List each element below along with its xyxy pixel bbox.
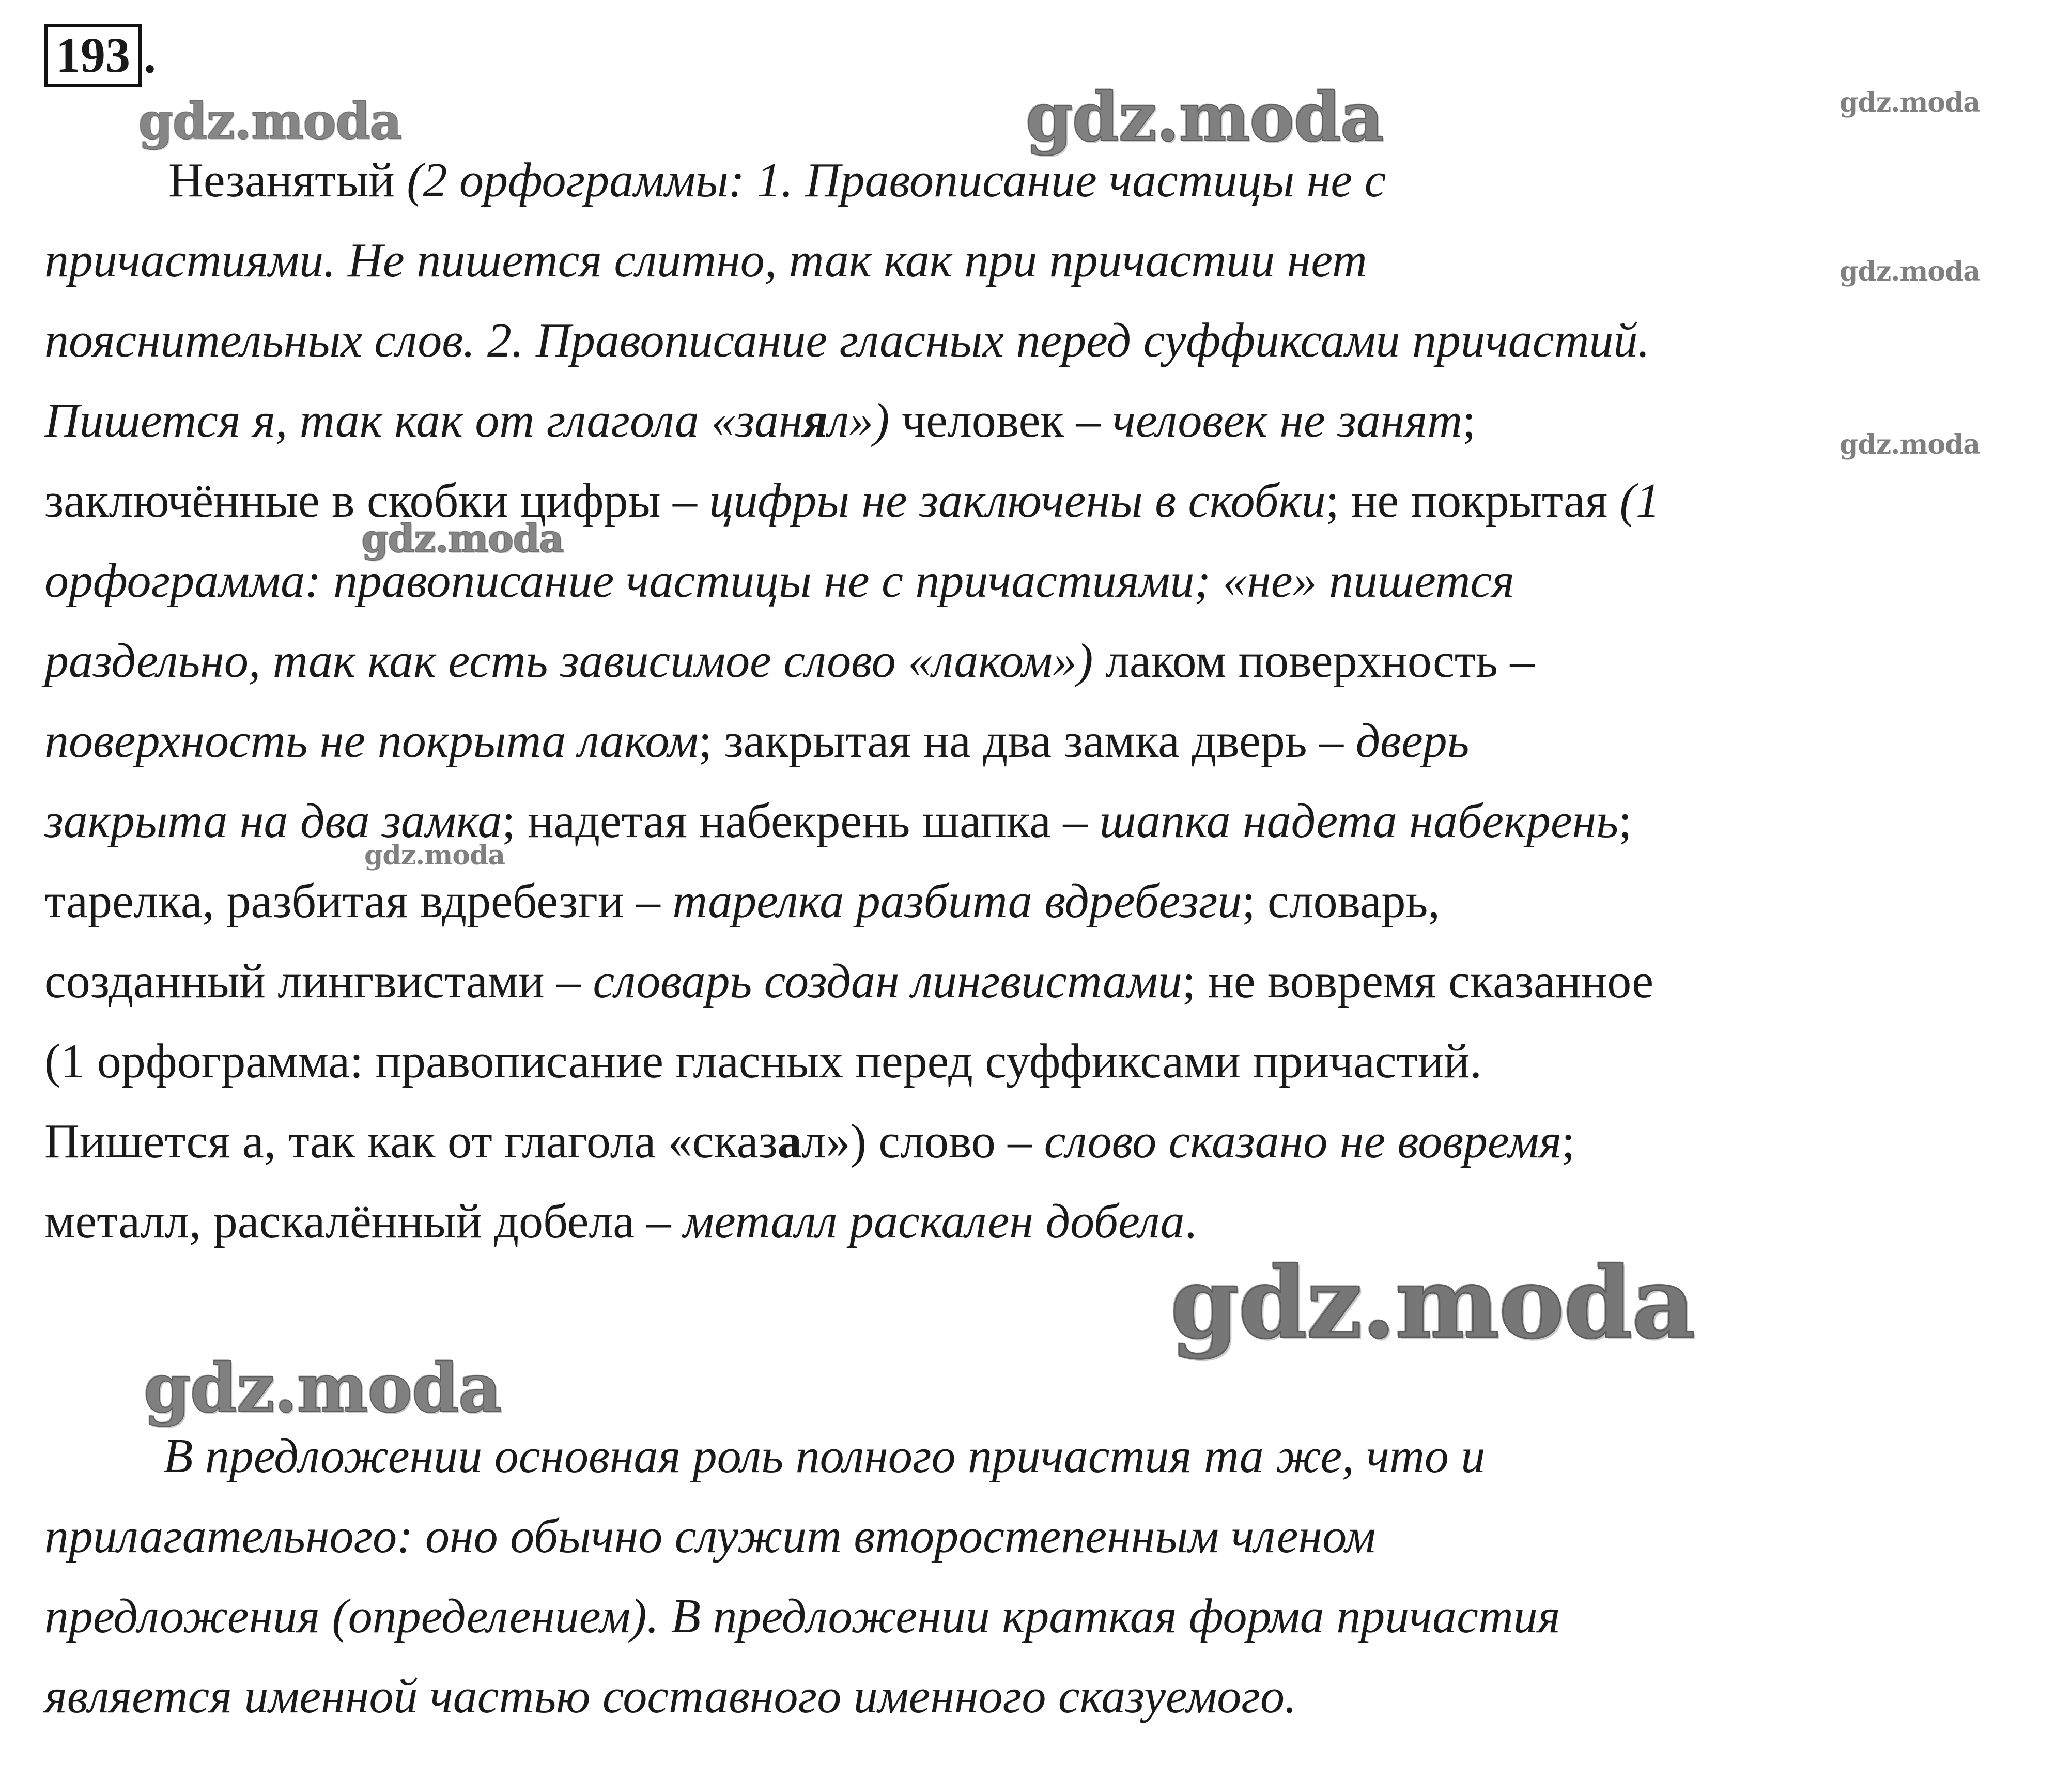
text-line (44, 221, 2060, 301)
text-span: заключённые в скобки цифры – (44, 474, 709, 528)
text-span: л») слово – (801, 1115, 1044, 1168)
text-span-italic: шапка надета набекрень (1099, 794, 1619, 848)
text-span-italic: металл раскален добела (683, 1195, 1185, 1248)
watermark: gdz.moda (1839, 429, 1981, 460)
text-line (44, 301, 2060, 381)
text-line (44, 1102, 2060, 1182)
watermark: gdz.moda (1026, 78, 1384, 157)
text-span-italic: цифры не заключены в скобки (709, 474, 1326, 528)
text-line (44, 1657, 2060, 1737)
text-span-italic: пояснительных слов. 2. Правописание гласных перед суффиксами причастий. (44, 314, 1650, 367)
text-line (44, 381, 2060, 461)
text-span: тарелка, разбитая вдребезги – (44, 874, 673, 928)
text-span: ; (1462, 394, 1476, 447)
highlighted-letter: а (777, 1115, 802, 1168)
text-span: . (1184, 1195, 1197, 1248)
watermark: gdz.moda (144, 1349, 502, 1428)
watermark: gdz.moda (362, 517, 564, 561)
conclusion-paragraph (44, 1416, 2060, 1737)
text-span: ; (1561, 1115, 1575, 1168)
text-span: ; не покрытая (1325, 474, 1620, 528)
text-span: созданный лингвистами – (44, 954, 593, 1008)
text-span-italic: дверь (1355, 714, 1470, 768)
text-span: ; закрытая на два замка дверь – (698, 714, 1356, 768)
text-span-italic: тарелка разбита вдребезги (672, 874, 1242, 928)
text-span: металл, раскалённый добела – (44, 1195, 683, 1248)
answer-paragraph (44, 141, 2060, 1262)
text-line (44, 1576, 2060, 1657)
text-span: ; надетая набекрень шапка – (502, 794, 1100, 848)
text-span: лаком поверхность – (1093, 634, 1535, 688)
text-line (44, 621, 2060, 701)
text-span-italic: словарь создан лингвистами (593, 954, 1182, 1008)
text-span: (1 орфограмма: правописание гласных перед суффиксами причастий. (44, 1034, 1482, 1088)
task-number-box: 193 (44, 24, 142, 87)
text-span-italic: л») (828, 394, 890, 447)
text-line (44, 941, 2060, 1022)
text-span-italic: человек не занят (1112, 394, 1463, 447)
text-line (44, 1416, 2060, 1496)
text-span: Незанятый (168, 153, 407, 207)
text-span-italic: прилагательного: оно обычно служит второстепенным членом (44, 1509, 1376, 1563)
text-span: ; не вовремя сказанное (1182, 954, 1654, 1008)
text-line (44, 1182, 2060, 1262)
text-span: человек – (889, 394, 1113, 447)
text-line (44, 541, 2060, 621)
text-line (44, 141, 2060, 221)
watermark: gdz.moda (138, 92, 402, 150)
text-line (44, 1022, 2060, 1102)
text-span-italic: поверхность не покрыта лаком (44, 714, 699, 768)
text-span: Пишется а, так как от глагола «сказ (44, 1115, 778, 1168)
text-span-italic: предложения (определением). В предложении краткая форма причастия (44, 1589, 1560, 1643)
text-span-italic: причастиями. Не пишется слитно, так как при причастии нет (44, 234, 1367, 287)
text-line (44, 1496, 2060, 1576)
text-span-italic: слово сказано не вовремя (1044, 1115, 1562, 1168)
watermark: gdz.moda (1839, 256, 1981, 287)
text-line (44, 701, 2060, 781)
watermark: gdz.moda (364, 840, 505, 871)
text-span-italic: является именной частью составного именного сказуемого. (44, 1669, 1297, 1723)
text-line (44, 461, 2060, 541)
highlighted-letter: я (802, 394, 828, 447)
text-span-italic: (1 (1619, 474, 1660, 528)
text-line (44, 781, 2060, 861)
task-number (44, 24, 156, 88)
text-span: ; словарь, (1242, 874, 1440, 928)
text-span-italic: раздельно, так как есть зависимое слово «лаком») (44, 634, 1093, 688)
text-line (44, 861, 2060, 941)
text-span-italic: закрыта на два замка (44, 794, 502, 848)
watermark: gdz.moda (1839, 87, 1981, 118)
text-span-italic: орфограмма: правописание частицы не с причастиями; «не» пишется (44, 554, 1514, 608)
watermark: gdz.moda (1170, 1245, 1695, 1360)
text-span: ; (1618, 794, 1632, 848)
text-span-italic: (2 орфограммы: 1. Правописание частицы не с (407, 153, 1386, 207)
text-span-italic: Пишется я, так как от глагола «зан (44, 394, 803, 447)
text-span-italic: В предложении основная роль полного причастия та же, что и (163, 1429, 1486, 1483)
task-number-dot: . (144, 28, 156, 83)
